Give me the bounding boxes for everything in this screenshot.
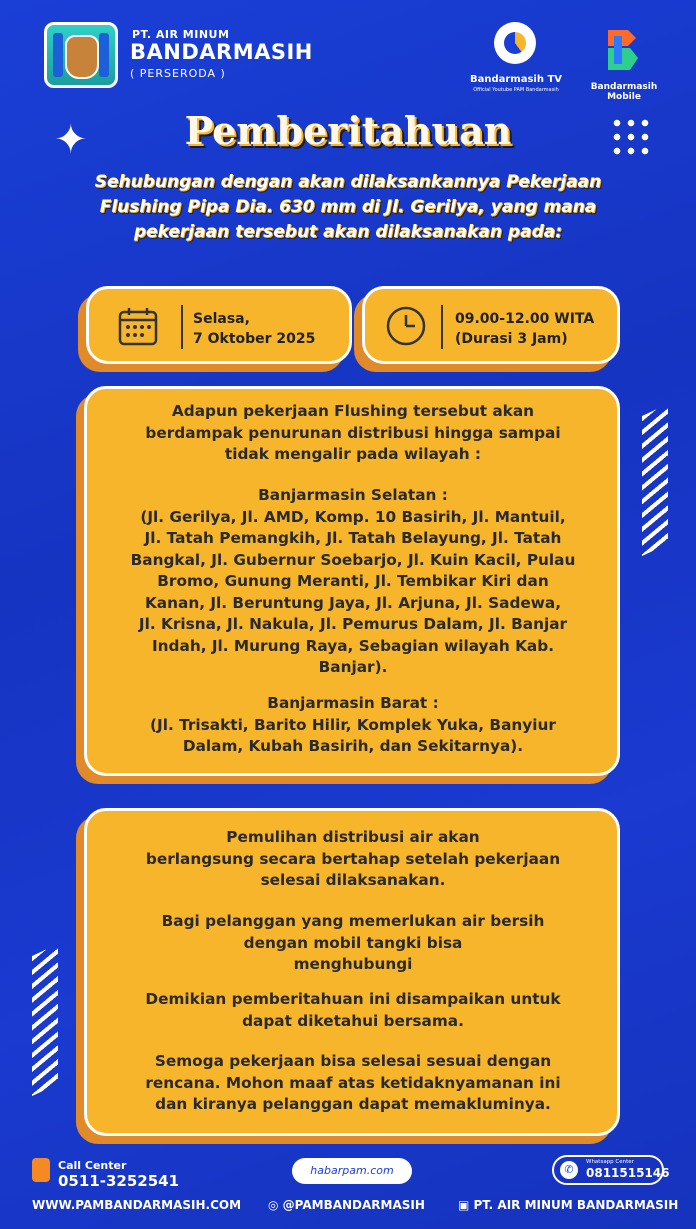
text-line: dan kiranya pelanggan dapat memakluminya. xyxy=(155,1095,551,1113)
text-line: tidak mengalir pada wilayah : xyxy=(224,445,482,463)
divider xyxy=(181,305,183,349)
clock-icon xyxy=(385,305,427,347)
mobile-label: Bandarmasih Mobile xyxy=(590,82,658,102)
barat-title: Banjarmasin Barat : xyxy=(267,694,439,712)
time-range: 09.00-12.00 WITA xyxy=(455,311,595,327)
text-line: selesai dilaksanakan. xyxy=(260,871,446,889)
instagram-link[interactable]: ◎ @PAMBANDARMASIH xyxy=(268,1198,425,1212)
note-paragraph-4 xyxy=(107,1051,599,1116)
instagram-handle: @PAMBANDARMASIH xyxy=(282,1198,425,1212)
barat-section xyxy=(107,693,599,758)
affected-areas-card xyxy=(84,386,620,776)
text-line: Bangkal, Jl. Gubernur Soebarjo, Jl. Kuin Kacil, Pulau xyxy=(130,550,576,569)
date-value: 7 Oktober 2025 xyxy=(193,331,316,347)
text-line: Kanan, Jl. Beruntung Jaya, Jl. Arjuna, Jl. Sadewa, xyxy=(144,593,562,612)
text-line: berlangsung secara bertahap setelah pekerjaan xyxy=(145,849,561,868)
bandarmasih-mobile-icon[interactable] xyxy=(602,26,642,74)
company-prefix: PT. AIR MINUM xyxy=(132,28,230,41)
tv-label: Bandarmasih TV xyxy=(469,74,563,85)
text-line: Dalam, Kubah Basirih, dan Sekitarnya). xyxy=(182,737,524,755)
selatan-title: Banjarmasin Selatan : xyxy=(258,486,448,504)
bandarmasih-tv-icon[interactable] xyxy=(494,22,536,64)
company-name: BANDARMASIH xyxy=(130,40,313,64)
date-card xyxy=(86,286,352,364)
company-type: ( PERSERODA ) xyxy=(130,67,226,80)
note-paragraph-1 xyxy=(107,827,599,892)
text-line: menghubungi xyxy=(293,955,413,973)
affected-intro xyxy=(107,401,599,466)
text-line: (Jl. Trisakti, Barito Hilir, Komplek Yuka, Banyiur xyxy=(150,715,556,734)
note-paragraph-3 xyxy=(107,989,599,1032)
text-line: Bagi pelanggan yang memerlukan air bersih xyxy=(161,912,545,930)
text-line: (Jl. Gerilya, Jl. AMD, Komp. 10 Basirih, Jl. Mantuil, xyxy=(140,507,566,526)
text-line: Pemulihan distribusi air akan xyxy=(226,828,480,846)
divider xyxy=(441,305,443,349)
text-line: Bromo, Gunung Meranti, Jl. Tembikar Kiri dan xyxy=(157,572,549,590)
whatsapp-number[interactable]: 0811515146 xyxy=(586,1166,670,1180)
date-day: Selasa, xyxy=(193,311,250,327)
call-center-label: Call Center xyxy=(58,1159,127,1172)
habarpam-badge[interactable]: habarpam.com xyxy=(292,1158,412,1184)
page-title: Pemberitahuan xyxy=(184,108,512,153)
logo-jar-icon xyxy=(65,35,99,79)
text-line: rencana. Mohon maaf atas ketidaknyamanan ini xyxy=(145,1073,561,1092)
logo-left-bar xyxy=(53,33,63,77)
text-line: Indah, Jl. Murung Raya, Sebagian wilayah Kab. xyxy=(151,636,555,655)
stripes-decoration-right xyxy=(642,404,668,556)
sparkle-icon: ✦ xyxy=(54,117,88,163)
notes-card xyxy=(84,808,620,1136)
text-line: Semoga pekerjaan bisa selesai sesuai dengan xyxy=(154,1052,552,1070)
text-line: dapat diketahui bersama. xyxy=(242,1011,464,1030)
text-line: Jl. Krisna, Jl. Nakula, Jl. Pemurus Dalam, Jl. Banjar xyxy=(138,615,568,633)
whatsapp-icon: ✆ xyxy=(560,1161,578,1179)
whatsapp-label: Whatsapp Center xyxy=(586,1159,634,1165)
selatan-section xyxy=(107,485,599,679)
company-logo xyxy=(44,22,118,88)
note-paragraph-2 xyxy=(107,911,599,976)
calendar-icon xyxy=(117,305,159,347)
facebook-link[interactable]: ▣ PT. AIR MINUM BANDARMASIH xyxy=(458,1198,679,1212)
text-line: dengan mobil tangki bisa xyxy=(243,933,463,952)
logo-right-bar xyxy=(99,33,109,77)
intro-text: Sehubungan dengan akan dilaksankannya Pekerjaan Flushing Pipa Dia. 630 mm di Jl. Gerilya, yang mana pekerjaan tersebut akan dilaksanakan pada: xyxy=(94,172,602,242)
facebook-name: PT. AIR MINUM BANDARMASIH xyxy=(473,1198,679,1212)
tv-sublabel: Official Youtube PAM Bandarmasih xyxy=(473,87,559,93)
text-line: Banjar). xyxy=(318,658,388,676)
time-card xyxy=(362,286,620,364)
call-center-number[interactable]: 0511-3252541 xyxy=(58,1172,180,1190)
text-line: Adapun pekerjaan Flushing tersebut akan xyxy=(171,402,535,420)
stripes-decoration-left xyxy=(32,944,58,1096)
text-line: Demikian pemberitahuan ini disampaikan untuk xyxy=(145,990,561,1008)
phone-icon xyxy=(32,1158,50,1182)
text-line: Jl. Tatah Pemangkih, Jl. Tatah Belayung, Jl. Tatah xyxy=(144,529,562,547)
website-link[interactable]: WWW.PAMBANDARMASIH.COM xyxy=(32,1198,242,1212)
time-duration: (Durasi 3 Jam) xyxy=(455,331,568,347)
text-line: berdampak penurunan distribusi hingga sampai xyxy=(145,423,561,442)
